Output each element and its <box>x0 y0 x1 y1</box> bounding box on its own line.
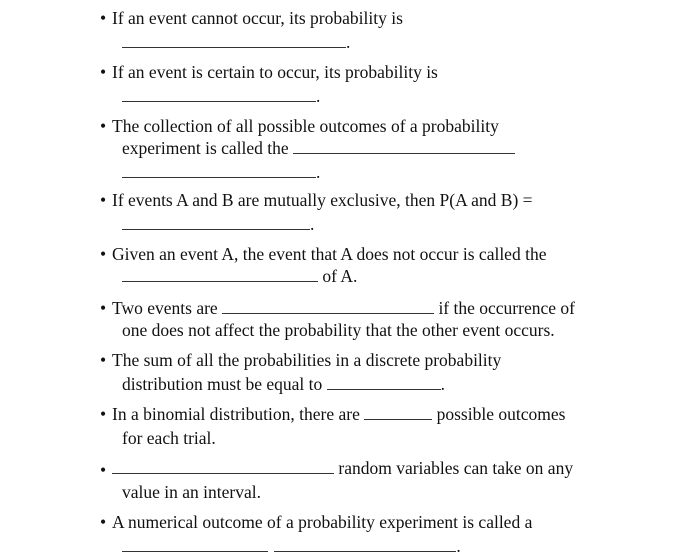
bullet: • <box>100 404 107 424</box>
item-9-text-part: random variables can take on any <box>338 458 574 478</box>
item-4-text: If events A and B are mutually exclusive, then P(A and B) = <box>112 190 533 210</box>
answer-blank[interactable] <box>112 459 334 474</box>
bullet: • <box>100 298 107 318</box>
item-4-period: . <box>310 214 315 234</box>
item-10-text: A numerical outcome of a probability experiment is called a <box>112 512 533 532</box>
item-3-answer-line <box>122 162 320 182</box>
answer-blank[interactable] <box>122 267 318 282</box>
item-6-text-part-1: Two events are <box>112 298 218 318</box>
answer-blank[interactable] <box>293 139 515 154</box>
item-7-text-part: distribution must be equal to <box>122 374 323 394</box>
bullet: • <box>100 8 107 28</box>
item-7-text-line-2 <box>122 374 445 394</box>
item-6-text-line-1 <box>112 298 575 318</box>
item-7-text-line-1: The sum of all the probabilities in a discrete probability <box>112 350 502 370</box>
answer-blank[interactable] <box>327 375 441 390</box>
item-9-text-line-2: value in an interval. <box>122 482 261 502</box>
bullet: • <box>100 62 107 82</box>
item-3-period: . <box>316 162 321 182</box>
item-3-text-part: experiment is called the <box>122 138 289 158</box>
answer-blank[interactable] <box>122 163 316 178</box>
item-1-answer-line <box>122 32 350 52</box>
item-8-text-part-1: In a binomial distribution, there are <box>112 404 360 424</box>
answer-blank[interactable] <box>274 537 456 552</box>
answer-blank[interactable] <box>122 87 316 102</box>
item-2-text: If an event is certain to occur, its probability is <box>112 62 438 82</box>
answer-blank[interactable] <box>122 33 346 48</box>
item-1-text: If an event cannot occur, its probability is <box>112 8 403 28</box>
bullet: • <box>100 244 107 264</box>
item-10-answer-line <box>122 536 461 556</box>
item-5-text-line-1: Given an event A, the event that A does not occur is called the <box>112 244 547 264</box>
item-10-period: . <box>456 536 461 556</box>
item-6-text-part-2: if the occurrence of <box>438 298 575 318</box>
item-8-text-part-2: possible outcomes <box>436 404 566 424</box>
item-4-answer-line <box>122 214 314 234</box>
bullet: • <box>100 116 107 136</box>
bullet: • <box>100 190 107 210</box>
item-3-text-line-1: The collection of all possible outcomes of a probability <box>112 116 499 136</box>
item-2-answer-line <box>122 86 320 106</box>
item-7-period: . <box>440 374 446 394</box>
answer-blank[interactable] <box>122 215 310 230</box>
answer-blank[interactable] <box>364 405 432 420</box>
item-6-text-line-2: one does not affect the probability that the other event occurs. <box>122 320 555 340</box>
item-2-period: . <box>316 86 321 106</box>
bullet: • <box>100 460 107 480</box>
bullet: • <box>100 350 107 370</box>
item-9-text-line-1 <box>112 458 573 478</box>
item-5-text-line-2 <box>122 266 357 286</box>
item-8-text-line-2: for each trial. <box>122 428 216 448</box>
answer-blank[interactable] <box>222 299 434 314</box>
item-5-text-part: of A. <box>322 266 358 286</box>
bullet: • <box>100 512 107 532</box>
answer-blank[interactable] <box>122 537 268 552</box>
item-1-period: . <box>346 32 351 52</box>
item-8-text-line-1 <box>112 404 565 424</box>
item-3-text-line-2 <box>122 138 515 158</box>
